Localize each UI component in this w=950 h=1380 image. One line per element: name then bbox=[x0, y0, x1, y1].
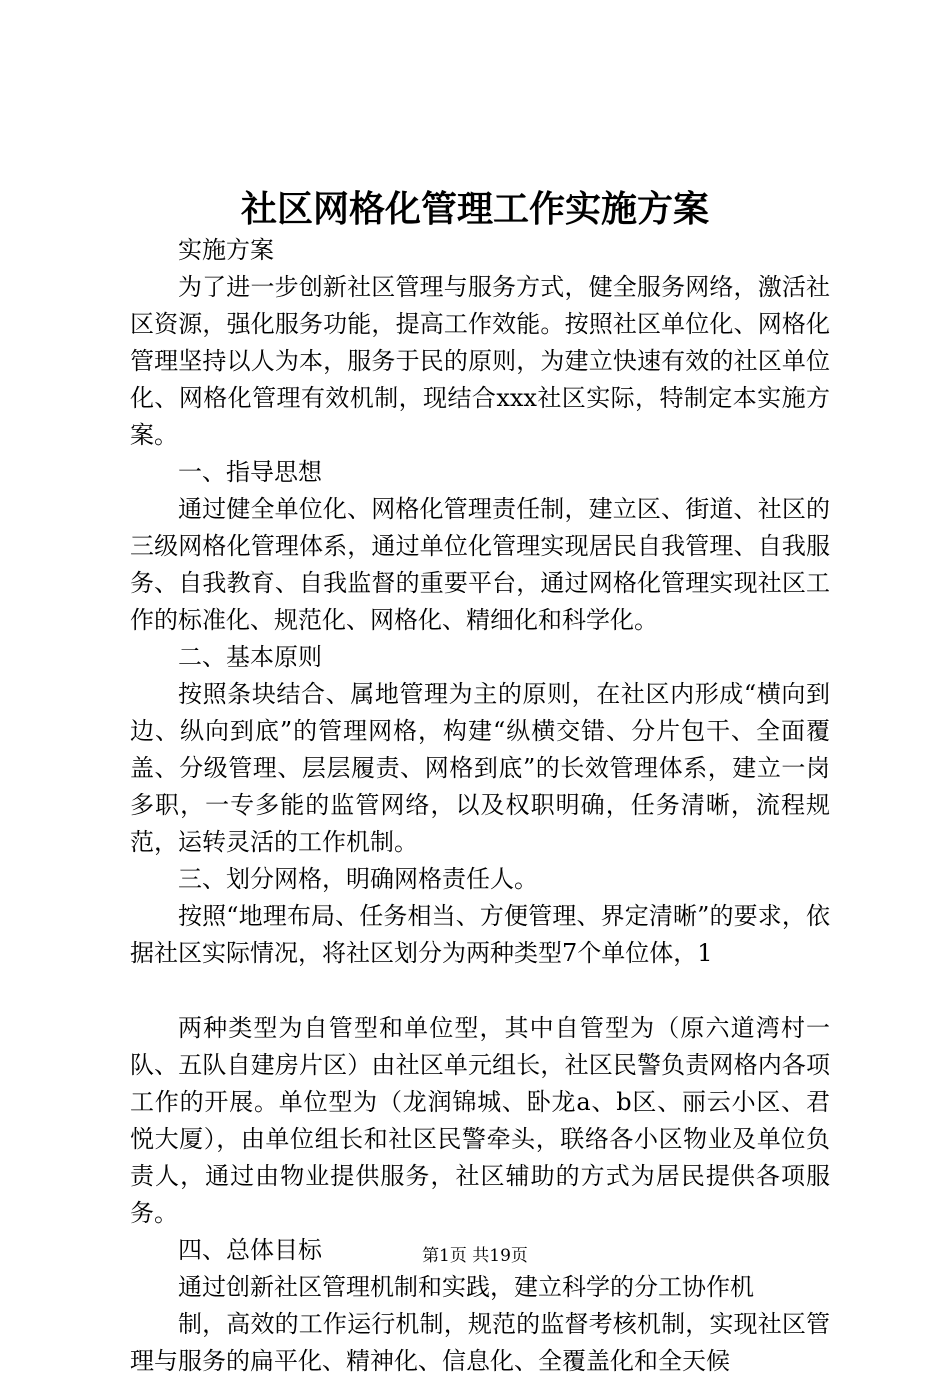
page-footer: 第1页 共19页 bbox=[422, 1246, 528, 1266]
section-heading-grid-division: 三、划分网格，明确网格责任人。 bbox=[178, 865, 538, 893]
section-heading-guiding-ideology: 一、指导思想 bbox=[178, 458, 322, 486]
paragraph-gap bbox=[130, 972, 830, 1010]
document-title: 社区网格化管理工作实施方案 bbox=[240, 188, 709, 230]
intro-paragraph: 为了进一步创新社区管理与服务方式，健全服务网络，激活社区资源，强化服务功能，提高工作效能。按照社区单位化、网格化管理坚持以人为本，服务于民的原则，为建立快速有效的社区单位化、网格化管理有效机制，现结合xxx社区实际，特制定本实施方案。 bbox=[130, 273, 830, 449]
section-heading-basic-principles: 二、基本原则 bbox=[178, 643, 322, 671]
overall-goal-paragraph-start: 通过创新社区管理机制和实践，建立科学的分工协作机 bbox=[178, 1273, 754, 1301]
overall-goal-paragraph-continued: 制，高效的工作运行机制，规范的监督考核机制，实现社区管理与服务的扁平化、精神化、信息化、全覆盖化和全天候 bbox=[130, 1310, 830, 1375]
basic-principles-paragraph: 按照条块结合、属地管理为主的原则，在社区内形成“横向到边、纵向到底”的管理网格，构建“纵横交错、分片包干、全面覆盖、分级管理、层层履责、网格到底”的长效管理体系，建立一岗多职，一专多能的监管网络，以及权职明确，任务清晰，流程规范，运转灵活的工作机制。 bbox=[130, 680, 830, 856]
guiding-ideology-paragraph: 通过健全单位化、网格化管理责任制，建立区、街道、社区的三级网格化管理体系，通过单位化管理实现居民自我管理、自我服务、自我教育、自我监督的重要平台，通过网格化管理实现社区工作的标准化、规范化、网格化、精细化和科学化。 bbox=[130, 495, 830, 634]
grid-types-paragraph: 两种类型为自管型和单位型，其中自管型为（原六道湾村一队、五队自建房片区）由社区单元组长，社区民警负责网格内各项工作的开展。单位型为（龙润锦城、卧龙a、b区、丽云小区、君悦大厦），由单位组长和社区民警牵头，联络各小区物业及单位负责人，通过由物业提供服务，社区辅助的方式为居民提供各项服务。 bbox=[130, 1014, 830, 1227]
grid-division-paragraph: 按照“地理布局、任务相当、方便管理、界定清晰”的要求，依据社区实际情况，将社区划分为两种类型7个单位体，1 bbox=[130, 902, 830, 967]
section-heading-overall-goal: 四、总体目标 bbox=[178, 1236, 322, 1264]
document-body bbox=[130, 232, 830, 1380]
section-label: 实施方案 bbox=[178, 236, 274, 264]
